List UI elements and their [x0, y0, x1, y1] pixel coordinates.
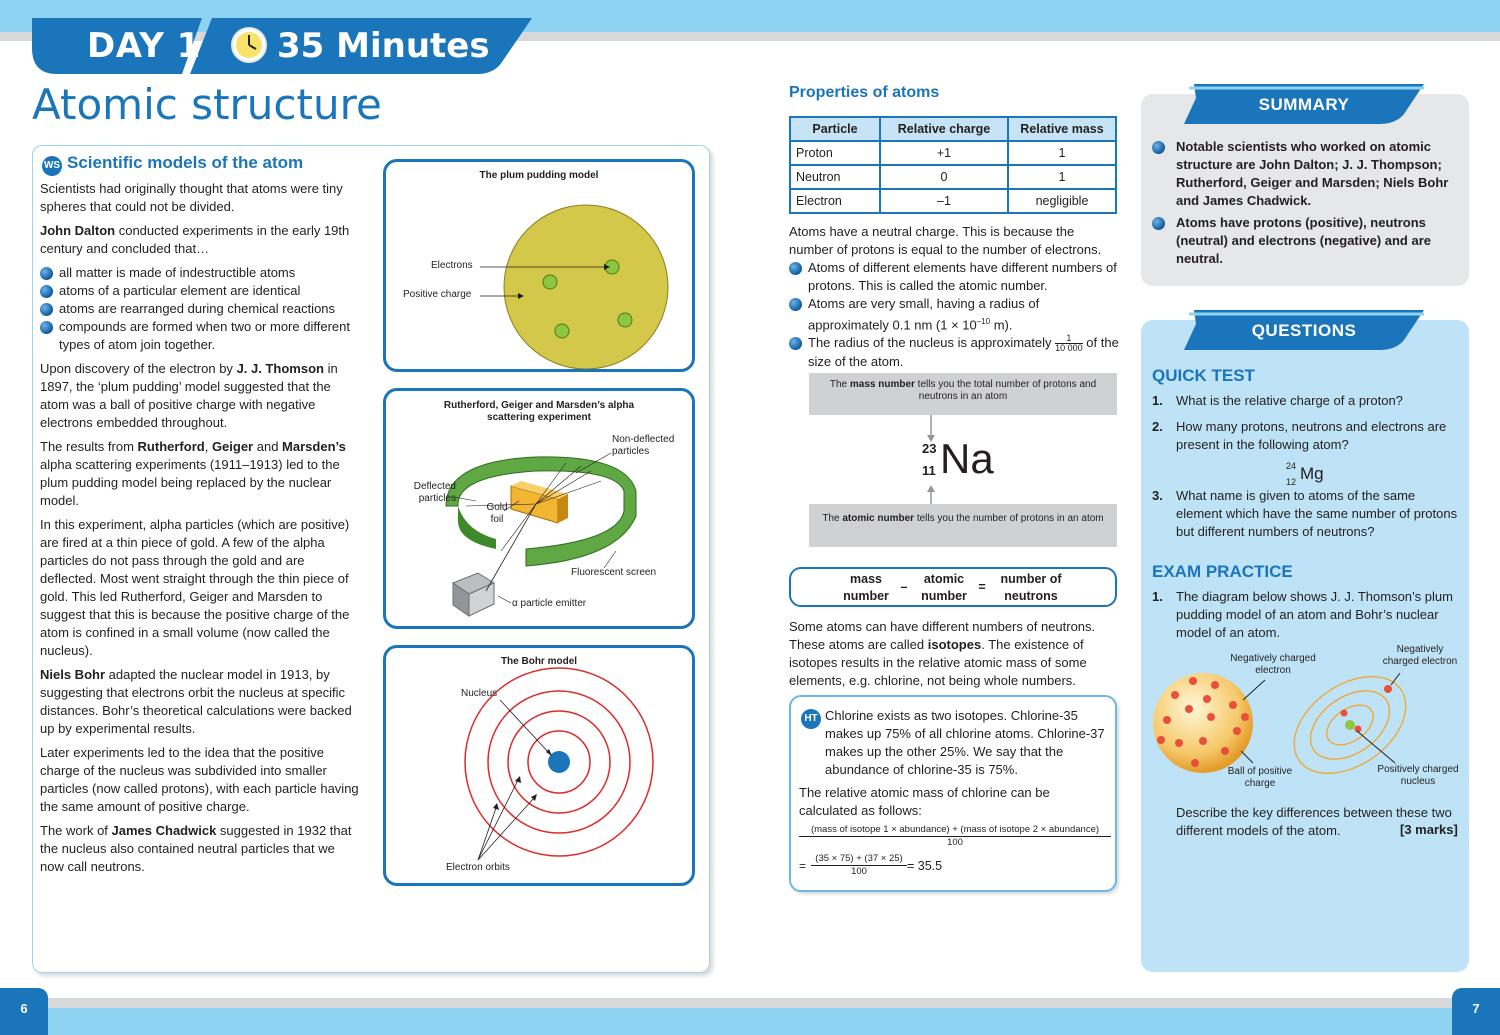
atom-properties-text: [789, 223, 1119, 377]
paragraph: The results from Rutherford, Geiger and Marsden’s alpha scattering experiments (1911–1913) led to the plum pudding model being replaced by the nuclear model.: [40, 439, 346, 508]
list-item: all matter is made of indestructible atoms: [40, 264, 360, 282]
fluorescent-screen-label: Fluorescent screen: [571, 567, 657, 578]
na-symbol: Na: [940, 435, 994, 482]
nucleus-label: Nucleus: [461, 688, 498, 699]
question-number: 1.: [1152, 589, 1163, 604]
scientist-name: Niels Bohr: [40, 667, 106, 682]
question-item: [1152, 487, 1462, 541]
mg-symbol: Mg: [1300, 464, 1324, 483]
mg-atomic-number: 12: [1286, 477, 1297, 487]
paragraph: Upon discovery of the electron by J. J. Thomson in 1897, the ‘plum pudding’ model suggested that the atom was a ball of positive charge with negative electrons embedded throughout.: [40, 361, 338, 430]
page-number-right: 7: [1452, 988, 1500, 1035]
diagram-title: The Bohr model: [500, 656, 578, 667]
diagram-title: The plum pudding model: [479, 170, 599, 181]
eq-minus: –: [900, 580, 908, 594]
scientist-name: Marsden’s: [282, 439, 346, 454]
list-item: Notable scientists who worked on atomic structure are John Dalton; J. J. Thompson; Rutherford, Geiger and Marsden; Niels Bohr and James Chadwick.: [1152, 138, 1462, 210]
plum-pudding-diagram: [383, 159, 695, 372]
paragraph: Atoms have a neutral charge. This is because the number of protons is equal to the number of electrons.: [789, 224, 1102, 257]
mass-number-box: The mass number tells you the total number of protons and neutrons in an atom: [809, 373, 1117, 415]
bullet-icon: [1152, 217, 1165, 230]
table-cell: 0: [880, 165, 1008, 189]
ball-positive-label: Ball of positive charge: [1227, 766, 1293, 789]
bohr-diagram: [383, 645, 695, 886]
list-item: The radius of the nucleus is approximately $\frac{1}{10 000}$ of the size of the atom.: [789, 334, 1119, 371]
rutherford-diagram: [383, 388, 695, 629]
bohr-graphic: [386, 648, 692, 883]
list-item: Atoms are very small, having a radius of approximately 0.1 nm ($1 \times 10^{-10}$ m).: [789, 295, 1119, 334]
section-heading: Scientific models of the atom: [67, 153, 304, 172]
negative-electron-label-2: Negatively charged electron: [1382, 644, 1458, 667]
page-title: Atomic structure: [32, 80, 382, 129]
fraction: $\frac{1}{10 000}$: [1055, 333, 1083, 354]
table-cell: negligible: [1008, 189, 1116, 213]
exam-practice-heading: EXAM PRACTICE: [1152, 562, 1293, 581]
higher-tier-box: [789, 695, 1117, 892]
negative-electron-label-1: Negatively charged electron: [1230, 653, 1316, 676]
properties-heading: Properties of atoms: [789, 84, 940, 101]
table-row: [790, 165, 1116, 189]
bullet-icon: [40, 285, 53, 298]
properties-table: [789, 116, 1117, 214]
bullet-icon: [1152, 141, 1165, 154]
rutherford-graphic: [386, 391, 692, 626]
non-deflected-label: Non-deflected particles: [612, 434, 675, 457]
list-item: compounds are formed when two or more different types of atom join together.: [40, 318, 360, 354]
table-cell: Proton: [790, 141, 880, 165]
na-mass-number: 23: [922, 441, 937, 456]
scientist-name: John Dalton: [40, 223, 116, 238]
ws-badge: WS: [42, 156, 62, 176]
summary-title: SUMMARY: [1258, 95, 1350, 114]
table-cell: 1: [1008, 165, 1116, 189]
table-cell: Neutron: [790, 165, 880, 189]
neutron-equation: [789, 567, 1117, 607]
eq-equals: =: [978, 580, 986, 594]
ht-formula: (mass of isotope 1 × abundance) + (mass of isotope 2 × abundance) 100: [799, 824, 1111, 849]
bullet-icon: [40, 321, 53, 334]
table-row: [790, 141, 1116, 165]
paragraph: In this experiment, alpha particles (which are positive) are fired at a thin piece of gold. A few of the alpha particles do not pass through the gold and are deflected. Most went straight through the thin piece of gold. This led Rutherford, Geiger and Marsden to suggest that this is because the positive charge of the atom is confined in a small volume (now called the nucleus).: [40, 517, 350, 658]
paragraph: Scientists had originally thought that atoms were tiny spheres that could not be divided.: [40, 181, 343, 214]
table-cell: +1: [880, 141, 1008, 165]
table-header: Relative mass: [1008, 117, 1116, 141]
question-text: How many protons, neutrons and electrons are present in the following atom?: [1176, 419, 1447, 452]
mg-mass-number: 24: [1286, 461, 1297, 471]
electrons-label: Electrons: [431, 260, 473, 271]
eq-atomic-number: atomic number: [921, 572, 967, 603]
list-item: atoms of a particular element are identical: [40, 282, 360, 300]
paragraph: Niels Bohr adapted the nuclear model in 1913, by suggesting that electrons orbit the nucleus at specific distances. Bohr’s theoretical calculations were backed up by experimental results.: [40, 667, 352, 736]
gold-foil-label: Gold foil: [486, 502, 508, 525]
marks-label: [3 marks]: [1400, 822, 1458, 837]
table-cell: 1: [1008, 141, 1116, 165]
na-atomic-number: 11: [922, 463, 936, 478]
quick-test-heading: QUICK TEST: [1152, 366, 1255, 385]
eq-mass-number: mass number: [843, 572, 889, 603]
scientist-name: J. J. Thomson: [236, 361, 324, 376]
day-label: DAY 1: [87, 26, 201, 66]
bottom-band-grey: [0, 998, 1500, 1008]
ht-paragraph: The relative atomic mass of chlorine can be calculated as follows:: [799, 785, 1050, 818]
table-cell: –1: [880, 189, 1008, 213]
ht-calculation: (35 × 75) + (37 × 25) 100: [811, 853, 907, 878]
question-item: [1152, 392, 1462, 410]
positive-nucleus-label: Positively charged nucleus: [1377, 764, 1459, 787]
left-body-text: [40, 180, 360, 882]
diagram-title: Rutherford, Geiger and Marsden’s alpha scattering experiment: [443, 400, 635, 423]
emitter-label: α particle emitter: [512, 598, 587, 609]
exam-describe-text: Describe the key differences between these two different models of the atom.: [1176, 805, 1452, 838]
bullet-icon: [789, 298, 802, 311]
bullet-icon: [789, 337, 802, 350]
paragraph: The work of James Chadwick suggested in 1932 that the nucleus also contained neutral particles that we now call neutrons.: [40, 823, 352, 874]
bottom-band: [0, 1008, 1500, 1035]
question-text: What is the relative charge of a proton?: [1176, 393, 1403, 408]
page-number-left: 6: [0, 988, 48, 1035]
scientist-name: James Chadwick: [111, 823, 217, 838]
bullet-icon: [40, 267, 53, 280]
ht-eq-sign: =: [799, 859, 807, 873]
question-number: 1.: [1152, 393, 1163, 408]
question-number: 2.: [1152, 419, 1163, 434]
exam-question: [1152, 588, 1462, 642]
ht-result: = 35.5: [907, 859, 943, 873]
minutes-label: 35 Minutes: [277, 26, 490, 66]
list-item: atoms are rearranged during chemical reactions: [40, 300, 360, 318]
clock-icon: [230, 26, 268, 64]
scientist-name: Geiger: [211, 439, 254, 454]
dalton-list: [40, 264, 360, 354]
questions-title: QUESTIONS: [1251, 321, 1357, 340]
bullet-icon: [789, 262, 802, 275]
day-tab: [32, 18, 532, 74]
atomic-number-box: The atomic number tells you the number of protons in an atom: [809, 504, 1117, 547]
list-item: Atoms of different elements have different numbers of protons. This is called the atomic number.: [789, 259, 1119, 295]
bullet-icon: [40, 303, 53, 316]
paragraph: Later experiments led to the idea that the positive charge of the nucleus was subdivided into smaller particles (now called protons), with each particle having the same amount of positive charge.: [40, 745, 359, 814]
paragraph: Some atoms can have different numbers of neutrons. These atoms are called isotopes. The existence of isotopes results in the relative atomic mass of some elements, e.g. chlorine, not being whole numbers.: [789, 619, 1096, 688]
question-item: [1152, 418, 1462, 454]
scientist-name: Rutherford: [137, 439, 205, 454]
ht-paragraph: Chlorine exists as two isotopes. Chlorine-35 makes up 75% of all chlorine atoms. Chlorine-37 makes up the other 25%. We say that the abundance of chlorine-35 is 75%.: [825, 708, 1105, 777]
eq-neutrons: number of neutrons: [1000, 572, 1062, 603]
deflected-label: Deflected particles: [413, 481, 456, 504]
list-item: Atoms have protons (positive), neutrons (neutral) and electrons (negative) and are neutral.: [1152, 214, 1462, 268]
table-header: Particle: [790, 117, 880, 141]
positive-charge-label: Positive charge: [403, 289, 472, 300]
ht-badge: HT: [801, 709, 821, 729]
electron-orbits-label: Electron orbits: [446, 862, 510, 873]
table-row: [790, 189, 1116, 213]
question-text: What name is given to atoms of the same element which have the same number of protons but different numbers of neutrons?: [1176, 488, 1458, 539]
isotopes-text: [789, 618, 1119, 690]
table-header: Relative charge: [880, 117, 1008, 141]
summary-list: [1152, 138, 1462, 274]
paragraph: John Dalton conducted experiments in the early 19th century and concluded that…: [40, 223, 350, 256]
question-text: The diagram below shows J. J. Thomson’s plum pudding model of an atom and Bohr’s nuclear model of an atom.: [1176, 589, 1453, 640]
question-number: 3.: [1152, 488, 1163, 503]
table-cell: Electron: [790, 189, 880, 213]
atom-facts-list: [789, 259, 1119, 371]
